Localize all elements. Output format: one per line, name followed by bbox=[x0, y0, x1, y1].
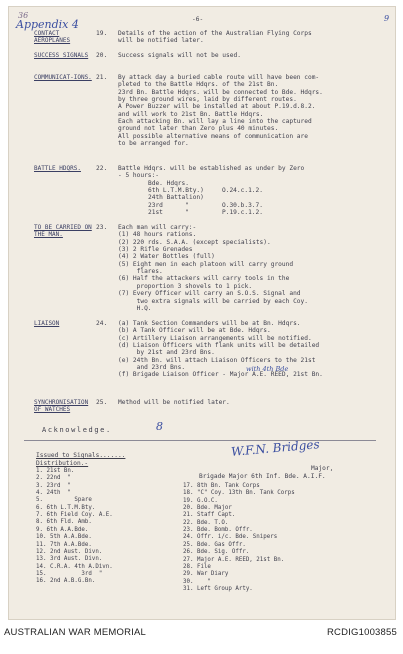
section-line: Each attacking Bn. will lay a line into the captured bbox=[118, 118, 312, 126]
distribution-item: 15. 3rd " bbox=[36, 570, 103, 577]
battle-hq-unit: 21st " bbox=[148, 209, 189, 217]
signature: W.F.N. Bridges bbox=[230, 437, 321, 459]
section-line: 23rd Bn. Battle Hdqrs. will be connected to Bde. Hdqrs. bbox=[118, 88, 323, 96]
section-line: (e) 24th Bn. will attach Liaison Officers to the 21st bbox=[118, 356, 316, 364]
distribution-item: 16. 2nd A.B.G.Bn. bbox=[36, 578, 96, 585]
section-line: to be arranged for. bbox=[118, 140, 189, 148]
section-line: Method will be notified later. bbox=[118, 399, 230, 406]
section-line: By attack day a buried cable route will have been com- bbox=[118, 74, 320, 81]
section-number: 19. bbox=[96, 30, 108, 37]
section-line: (2) 220 rds. S.A.A. (except specialists). bbox=[118, 238, 271, 246]
section-number: 24. bbox=[96, 320, 108, 327]
small-number-annotation: 36 bbox=[18, 11, 29, 20]
distribution-item: 30. " bbox=[183, 578, 211, 585]
acknowledge-line: Acknowledge. bbox=[42, 426, 112, 434]
battle-hq-location: P.19.c.1.2. bbox=[222, 209, 263, 217]
section-line: flares. bbox=[118, 268, 163, 276]
distribution-item: 26. Bde. Sig. Offr. bbox=[183, 549, 250, 556]
battle-hq-unit: 23rd " bbox=[148, 201, 189, 209]
section-label: CONTACT AEROPLANES bbox=[34, 30, 71, 44]
corner-note: 9 bbox=[384, 14, 390, 23]
section-line: ground not later than Zero plus 40 minutes. bbox=[118, 125, 279, 133]
battle-hq-location: O.30.b.3.7. bbox=[222, 201, 263, 209]
footer-record-id: RCDIG1003855 bbox=[327, 627, 397, 638]
distribution-item: 1. 21st Bn. bbox=[36, 468, 75, 474]
section-number: 20. bbox=[96, 52, 108, 59]
distribution-item: 18. "C" Coy. 13th Bn. Tank Corps bbox=[183, 490, 295, 497]
section-number: 23. bbox=[96, 224, 108, 231]
section-line: pleted to the Battle Hdqrs. of the 21st Bn. bbox=[118, 81, 279, 89]
appendix-annotation: Appendix 4 bbox=[16, 18, 79, 31]
section-line: (b) A Tank Officer will be at Bde. Hdqrs. bbox=[118, 327, 271, 335]
distribution-item: 2. 22nd " bbox=[36, 475, 71, 482]
section-number: 21. bbox=[96, 74, 108, 81]
distribution-item: 17. 8th Bn. Tank Corps bbox=[183, 483, 260, 489]
distribution-item: 24. Offr. i/c. Bde. Snipers bbox=[183, 534, 278, 541]
distribution-item: 3. 23rd " bbox=[36, 482, 71, 489]
battle-hq-unit: 24th Battalion) bbox=[148, 194, 204, 202]
distribution-item: 9. 6th A.A.Bde. bbox=[36, 526, 89, 533]
section-line: Each man will carry:- bbox=[118, 224, 197, 231]
distribution-item: 13. 3rd Aust. Divn. bbox=[36, 556, 103, 563]
section-line: and will work to 21st Bn. Battle Hdqrs. bbox=[118, 110, 264, 118]
section-line: Details of the action of the Australian Flying Corps bbox=[118, 30, 312, 37]
section-line: (6) Half the attackers will carry tools in the bbox=[118, 275, 290, 283]
distribution-item: 29. War Diary bbox=[183, 571, 229, 578]
distribution-item: 12. 2nd Aust. Divn. bbox=[36, 548, 103, 555]
section-line: (4) 2 Water Bottles (full) bbox=[118, 253, 215, 261]
distribution-item: 20. Bde. Major bbox=[183, 505, 232, 512]
battle-hq-unit: 6th L.T.M.Bty.) bbox=[148, 187, 204, 195]
distribution-item: 25. Bde. Gas Offr. bbox=[183, 541, 246, 548]
section-line: (a) Tank Section Commanders will be at Bn. Hdqrs. bbox=[118, 320, 301, 327]
distribution-item: 6. 6th L.T.M.Bty. bbox=[36, 504, 96, 511]
acknowledge-mark: 8 bbox=[156, 420, 163, 433]
section-line: by three ground wires, laid by different routes. bbox=[118, 96, 297, 104]
section-label: SUCCESS SIGNALS bbox=[34, 52, 89, 59]
distribution-item: 27. Major A.E. REED, 21st Bn. bbox=[183, 556, 285, 563]
section-line: - 5 hours:- bbox=[118, 172, 159, 180]
section-label: SYNCHRONISATION OF WATCHES bbox=[34, 399, 89, 413]
section-line: by 21st and 23rd Bns. bbox=[118, 349, 215, 357]
distribution-item: 10. 5th A.A.Bde. bbox=[36, 534, 92, 541]
distribution-heading: Distribution.- bbox=[36, 460, 89, 467]
distribution-item: 4. 24th " bbox=[36, 490, 71, 497]
distribution-item: 21. Staff Capt. bbox=[183, 512, 236, 519]
section-number: 22. bbox=[96, 165, 108, 172]
signature-title: Brigade Major 6th Inf. Bde. A.I.F. bbox=[199, 473, 326, 480]
distribution-item: 22. Bde. T.O. bbox=[183, 519, 229, 526]
issued-to: Issued to Signals....... bbox=[36, 452, 126, 459]
section-label: LIAISON bbox=[34, 320, 60, 327]
footer-archive-name: AUSTRALIAN WAR MEMORIAL bbox=[4, 627, 147, 638]
distribution-item: 11. 7th A.A.Bde. bbox=[36, 541, 92, 548]
section-label: TO BE CARRIED ON THE MAN. bbox=[34, 224, 92, 238]
signature-rank: Major, bbox=[311, 465, 334, 472]
section-label: COMMUNICAT-IONS. bbox=[34, 74, 92, 81]
section-line: (d) Liaison Officers with flank units will be detailed bbox=[118, 342, 320, 350]
section-line: (7) Every Officer will carry an S.O.S. Signal and bbox=[118, 290, 301, 298]
section-line: H.Q. bbox=[118, 304, 152, 312]
handwritten-insert: with 4th Bde bbox=[246, 365, 289, 374]
distribution-item: 8. 6th Fld. Amb. bbox=[36, 519, 92, 526]
distribution-item: 14. C.R.A. 4th A.Divn. bbox=[36, 563, 113, 570]
battle-hq-unit: Bde. Hdqrs. bbox=[148, 179, 189, 187]
section-line: Battle Hdqrs. will be established as under by Zero bbox=[118, 165, 305, 172]
distribution-rule bbox=[24, 440, 376, 441]
section-line: Success signals will not be used. bbox=[118, 52, 241, 59]
distribution-item: 23. Bde. Bomb. Offr. bbox=[183, 527, 253, 534]
section-line: (5) Eight men in each platoon will carry ground bbox=[118, 260, 294, 268]
section-line: and 23rd Bns. bbox=[118, 364, 186, 372]
distribution-item: 31. Left Group Arty. bbox=[183, 585, 253, 592]
page-number: -6- bbox=[192, 16, 204, 23]
distribution-item: 7. 6th Field Coy. A.E. bbox=[36, 512, 113, 519]
section-line: All possible alternative means of communication are bbox=[118, 132, 308, 140]
section-line: will be notified later. bbox=[118, 37, 204, 45]
section-line: proportion 3 shovels to 1 pick. bbox=[118, 282, 253, 290]
section-line: (1) 48 hours rations. bbox=[118, 231, 197, 239]
section-line: two extra signals will be carried by each Coy. bbox=[118, 297, 308, 305]
section-line: (3) 2 Rifle Grenades bbox=[118, 246, 193, 254]
section-line: (c) Artillery Liaison arrangements will be notified. bbox=[118, 334, 312, 342]
distribution-item: 5. Spare bbox=[36, 497, 92, 504]
section-number: 25. bbox=[96, 399, 108, 406]
battle-hq-location: O.24.c.1.2. bbox=[222, 187, 263, 195]
section-line: A Power Buzzer will be installed at about P.19.d.8.2. bbox=[118, 103, 316, 111]
section-label: BATTLE HDQRS. bbox=[34, 165, 81, 172]
section-line: (f) Brigade Liaison Officer - Major A.E. REED, 21st Bn. bbox=[118, 371, 323, 379]
distribution-item: 28. File bbox=[183, 563, 211, 570]
distribution-item: 19. G.O.C. bbox=[183, 497, 218, 504]
